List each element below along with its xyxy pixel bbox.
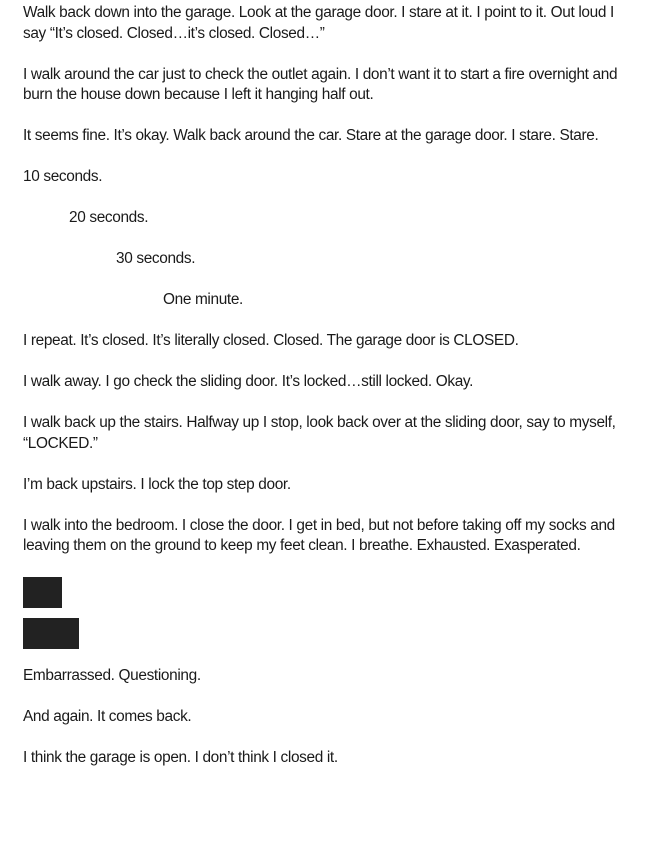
paragraph-stairs: I walk back up the stairs. Halfway up I stop, look back over at the sliding door, say to myself, “LOCKED.” [23, 414, 616, 452]
paragraph-outlet-check: I walk around the car just to check the outlet again. I don’t want it to start a fire overnight and burn the house down because I left it hanging half out. [23, 65, 618, 103]
paragraph-upstairs: I’m back upstairs. I lock the top step door. [23, 475, 291, 493]
paragraph-garage-door: Walk back down into the garage. Look at the garage door. I stare at it. I point to it. Out loud I say “It’s closed. Closed…it’s closed. Closed…” [23, 4, 614, 42]
paragraph-again: And again. It comes back. [23, 708, 192, 725]
paragraph-repeat-closed: I repeat. It’s closed. It’s literally closed. Closed. The garage door is CLOSED. [23, 332, 519, 349]
redaction-block [23, 577, 62, 608]
paragraph-embarrassed: Embarrassed. Questioning. [23, 667, 201, 684]
paragraph-garage-open: I think the garage is open. I don’t think I closed it. [23, 749, 338, 766]
timer-10-seconds: 10 seconds. [23, 168, 103, 185]
paragraph-stare: It seems fine. It’s okay. Walk back around the car. Stare at the garage door. I stare. Stare. [23, 127, 599, 144]
paragraph-bedroom: I walk into the bedroom. I close the door. I get in bed, but not before taking off my socks and leaving them on the ground to keep my feet clean. I breathe. Exhausted. Exasperated. [23, 516, 615, 554]
document-body [23, 3, 635, 789]
paragraph-sliding-door: I walk away. I go check the sliding door. It’s locked…still locked. Okay. [23, 373, 474, 390]
redaction-block [23, 618, 79, 649]
timer-20-seconds: 20 seconds. [69, 209, 149, 226]
timer-one-minute: One minute. [163, 291, 243, 308]
timer-30-seconds: 30 seconds. [116, 250, 196, 267]
